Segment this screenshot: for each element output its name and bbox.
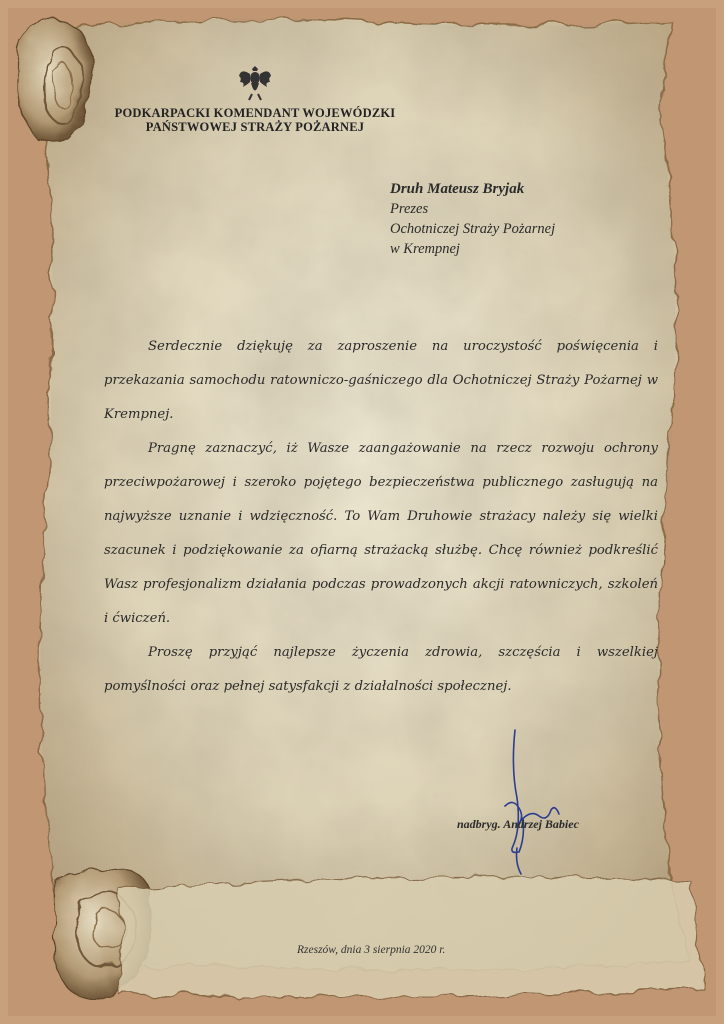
header-title-line1: PODKARPACKI KOMENDANT WOJEWÓDZKI: [114, 106, 396, 120]
recipient-organization: Ochotniczej Straży Pożarnej: [390, 221, 556, 237]
body-paragraph-1: Serdecznie dziękuję za zaproszenie na uroczystość poświęcenia i przekazania samochodu ratowniczo-gaśniczego dla Ochotniczej Straży Pożarnej w Krempnej.: [104, 339, 658, 422]
header-title-line2: PAŃSTWOWEJ STRAŻY POŻARNEJ: [145, 120, 365, 134]
handwritten-signature: [495, 728, 575, 878]
letter-body: [104, 330, 658, 704]
recipient-name: Druh Mateusz Bryjak: [390, 181, 525, 197]
recipient-title: Prezes: [390, 201, 429, 217]
place-and-date: Rzeszów, dnia 3 sierpnia 2020 r.: [297, 944, 446, 956]
body-paragraph-3: Proszę przyjąć najlepsze życzenia zdrowia, szczęścia i wszelkiej pomyślności oraz pełnej satysfakcji z działalności społecznej.: [104, 645, 658, 694]
recipient-location: w Krempnej: [390, 241, 460, 257]
body-paragraph-2: Pragnę zaznaczyć, iż Wasze zaangażowanie na rzecz rozwoju ochrony przeciwpożarowej i szeroko pojętego bezpieczeństwa publicznego zasługują na najwyższe uznanie i wdzięczność. To Wam Druhowie strażacy należy się wielki szacunek i podziękowanie za ofiarną strażacką służbę. Chcę również podkreślić Wasz profesjonalizm działania podczas prowadzonych akcji ratowniczych, szkoleń i ćwiczeń.: [104, 441, 658, 626]
polish-eagle-emblem-icon: [237, 62, 273, 104]
signatory-name: nadbryg. Andrzej Babiec: [457, 817, 579, 831]
